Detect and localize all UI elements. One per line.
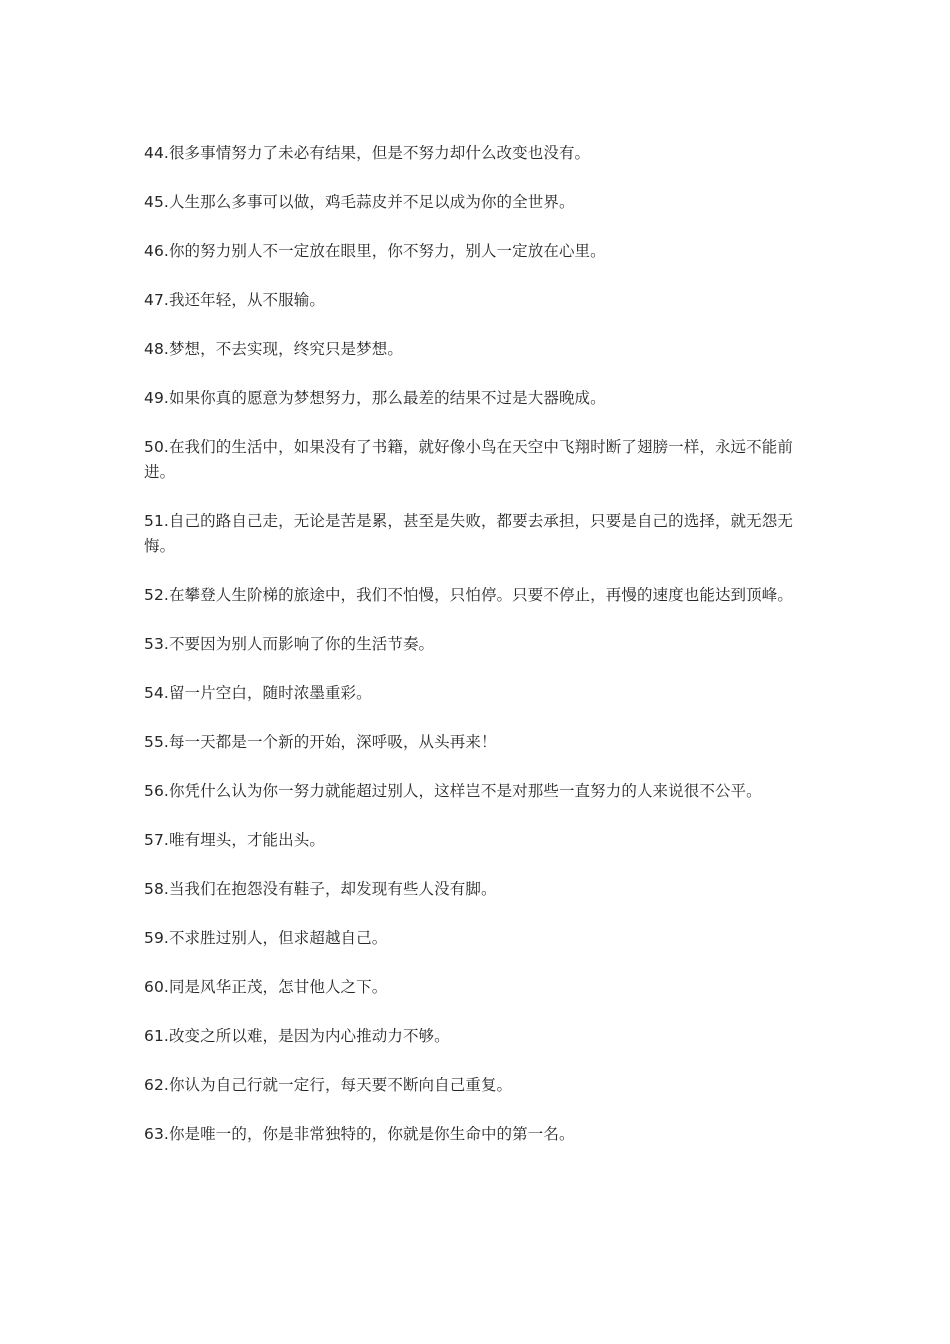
- paragraph-63: 63.你是唯一的，你是非常独特的，你就是你生命中的第一名。: [144, 1125, 575, 1143]
- paragraph-60: 60.同是风华正茂，怎甘他人之下。: [144, 978, 388, 996]
- paragraph-58: 58.当我们在抱怨没有鞋子，却发现有些人没有脚。: [144, 880, 497, 898]
- paragraph-51: 51.自己的路自己走，无论是苦是累，甚至是失败，都要去承担，只要是自己的选择，就无怨无悔。: [144, 512, 793, 555]
- paragraph-46: 46.你的努力别人不一定放在眼里，你不努力，别人一定放在心里。: [144, 242, 606, 260]
- document-body: [144, 141, 808, 1171]
- paragraph-56: 56.你凭什么认为你一努力就能超过别人，这样岂不是对那些一直努力的人来说很不公平。: [144, 782, 762, 800]
- paragraph-53: 53.不要因为别人而影响了你的生活节奏。: [144, 635, 435, 653]
- paragraph-49: 49.如果你真的愿意为梦想努力，那么最差的结果不过是大器晚成。: [144, 389, 606, 407]
- paragraph-59: 59.不求胜过别人，但求超越自己。: [144, 929, 388, 947]
- paragraph-44: 44.很多事情努力了未必有结果，但是不努力却什么改变也没有。: [144, 144, 591, 162]
- paragraph-55: 55.每一天都是一个新的开始，深呼吸，从头再来！: [144, 733, 497, 751]
- paragraph-54: 54.留一片空白，随时浓墨重彩。: [144, 684, 372, 702]
- paragraph-50: 50.在我们的生活中，如果没有了书籍，就好像小鸟在天空中飞翔时断了翅膀一样，永远不能前进。: [144, 438, 793, 481]
- paragraph-45: 45.人生那么多事可以做，鸡毛蒜皮并不足以成为你的全世界。: [144, 193, 575, 211]
- paragraph-52: 52.在攀登人生阶梯的旅途中，我们不怕慢，只怕停。只要不停止，再慢的速度也能达到顶峰。: [144, 586, 793, 604]
- paragraph-48: 48.梦想，不去实现，终究只是梦想。: [144, 340, 403, 358]
- paragraph-62: 62.你认为自己行就一定行，每天要不断向自己重复。: [144, 1076, 513, 1094]
- paragraph-57: 57.唯有埋头，才能出头。: [144, 831, 325, 849]
- paragraph-61: 61.改变之所以难，是因为内心推动力不够。: [144, 1027, 450, 1045]
- paragraph-47: 47.我还年轻，从不服输。: [144, 291, 325, 309]
